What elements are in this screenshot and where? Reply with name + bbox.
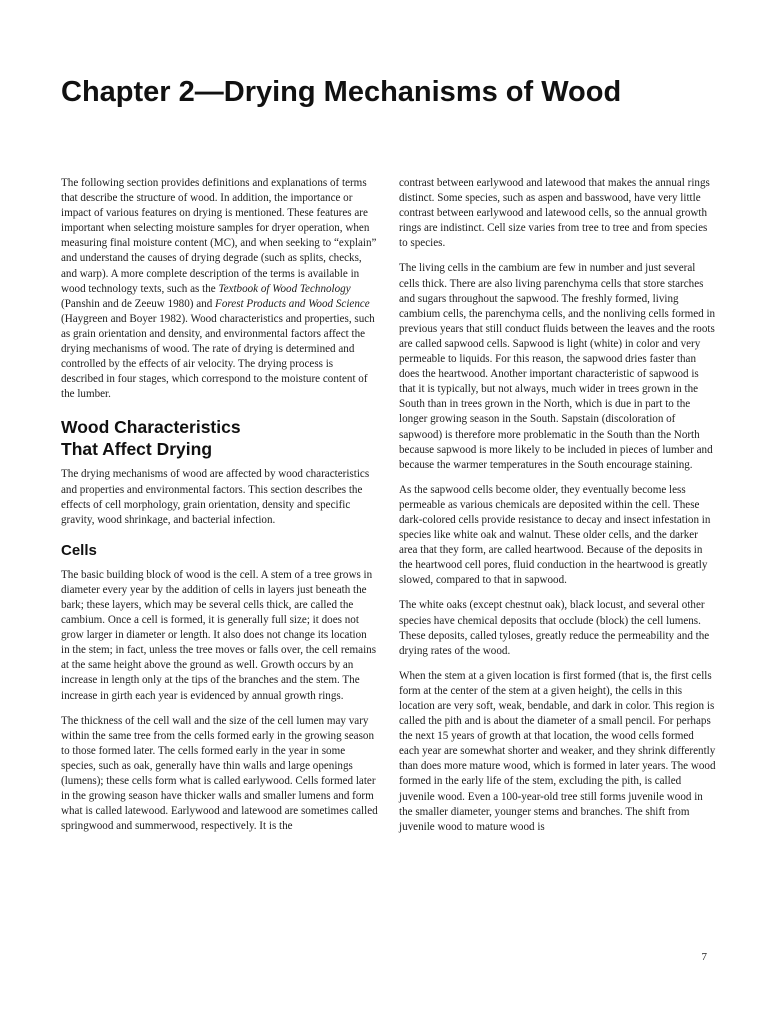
section-heading: [61, 416, 378, 460]
section-heading-line-1: Wood Characteristics: [61, 417, 241, 438]
body-paragraph: The white oaks (except chestnut oak), black locust, and several other species have chemical deposits that occlude (block) the cell lumens. These deposits, called tyloses, greatly reduce the permeability and the drying rates of the wood.: [399, 599, 710, 657]
body-paragraph: The basic building block of wood is the cell. A stem of a tree grows in diameter every year by the addition of cells in layers just beneath the bark; these layers, which may be several cells thick, are called the cambium. Once a cell is formed, it is generally full size; it does not grow larger in diameter or length. It also does not change its location in the stem; in fact, unless the tree moves or falls over, the cell remains at the same height above the ground as well. Growth occurs by an increase in length only at the tips of the branches and the stem. The increase in girth each year is evidenced by annual growth rings.: [61, 568, 377, 702]
left-column: [61, 176, 378, 844]
book-title-wood-technology: Textbook of Wood Technology: [218, 282, 351, 295]
intro-text-2: (Panshin and de Zeeuw 1980) and: [61, 297, 216, 310]
intro-text-3: (Haygreen and Boyer 1982). Wood characteristics and properties, such as grain orientation and density, and environmental factors affect the drying mechanisms of wood. The rate of drying is determined and controlled by the effects of air velocity. The drying process is described in four stages, which correspond to the moisture content of the lumber.: [61, 312, 375, 401]
body-paragraph: As the sapwood cells become older, they eventually become less permeable as various chemicals are deposited within the cell. These dark-colored cells provide resistance to decay and insect infestation in species like white oak and walnut. These older cells, and the darker area that they form, are called heartwood. Because of the deposits in the heartwood cell pores, fluid conduction in the heartwood is greatly slowed, compared to that in sapwood.: [399, 483, 711, 587]
body-paragraph: contrast between earlywood and latewood that makes the annual rings distinct. Some species, such as aspen and basswood, have very little contrast between earlywood and latewood cells, so the annual growth rings are indistinct. Cell size varies from tree to tree and from species to species.: [399, 177, 710, 250]
book-title-forest-products: Forest Products and Wood Science: [215, 297, 370, 310]
intro-text-1: The following section provides definitions and explanations of terms that describe the structure of wood. In addition, the importance or impact of various features on drying is mentioned. These features are important when selecting moisture samples for dryer operation, when measuring final moisture content (MC), and when seeking to “explain” and understand the causes of drying degrade (such as splits, checks, and warp). A more complete description of the terms is available in wood technology texts, such as the: [61, 177, 377, 295]
page-number: 7: [701, 951, 707, 963]
subsection-heading-cells: Cells: [61, 541, 97, 559]
body-paragraph: The thickness of the cell wall and the size of the cell lumen may vary within the same tree from the cells formed early in the growing season to those formed later. The cells formed early in the year in some species, such as oak, generally have thin walls and large openings (lumens); these cells form what is called earlywood. Cells formed later in the growing season have thicker walls and smaller lumens and form what is called latewood. Earlywood and latewood are sometimes called springwood and summerwood, respectively. It is the: [61, 714, 378, 833]
right-column: [399, 176, 716, 845]
chapter-title: Chapter 2—Drying Mechanisms of Wood: [61, 76, 622, 108]
intro-paragraph: [61, 176, 378, 402]
section-heading-line-2: That Affect Drying: [61, 439, 213, 460]
section-intro-paragraph: The drying mechanisms of wood are affected by wood characteristics and properties and environmental factors. This section describes the effects of cell morphology, grain orientation, density and specific gravity, wood shrinkage, and bacterial infection.: [61, 468, 370, 526]
body-paragraph: When the stem at a given location is first formed (that is, the first cells form at the center of the stem at a given height), the cells in this location are very soft, weak, bendable, and dark in color. This region is called the pith and is about the diameter of a small pencil. For perhaps the next 15 years of growth at that location, the wood cells formed each year are somewhat shorter and weaker, and they shrink differently than does more mature wood, which is formed in later years. The wood formed in the early life of the stem, excluding the pith, is called juvenile wood. Even a 100-year-old tree still forms juvenile wood in the smaller diameter, younger stems and branches. The shift from juvenile wood to mature wood is: [399, 669, 716, 833]
body-paragraph: The living cells in the cambium are few in number and just several cells thick. There are also living parenchyma cells that store starches and sugars throughout the sapwood. The freshly formed, living cambium cells, the parenchyma cells, and the nonliving cells formed in previous years that still conduct fluids between the leaves and the roots are called sapwood cells. Sapwood is light (white) in color and very permeable to liquids. For this reason, the sapwood dries faster than does the heartwood. Another important characteristic of sapwood is that it is typically, but not always, much wider in trees grown in the South than in trees grown in the North, which is due in part to the longer growing season in the South. Sapstain (discoloration of sapwood) is therefore more problematic in the South than the North because sapwood is more likely to be included in pieces of lumber and because the warmer temperatures in the South encourage staining.: [399, 262, 716, 471]
